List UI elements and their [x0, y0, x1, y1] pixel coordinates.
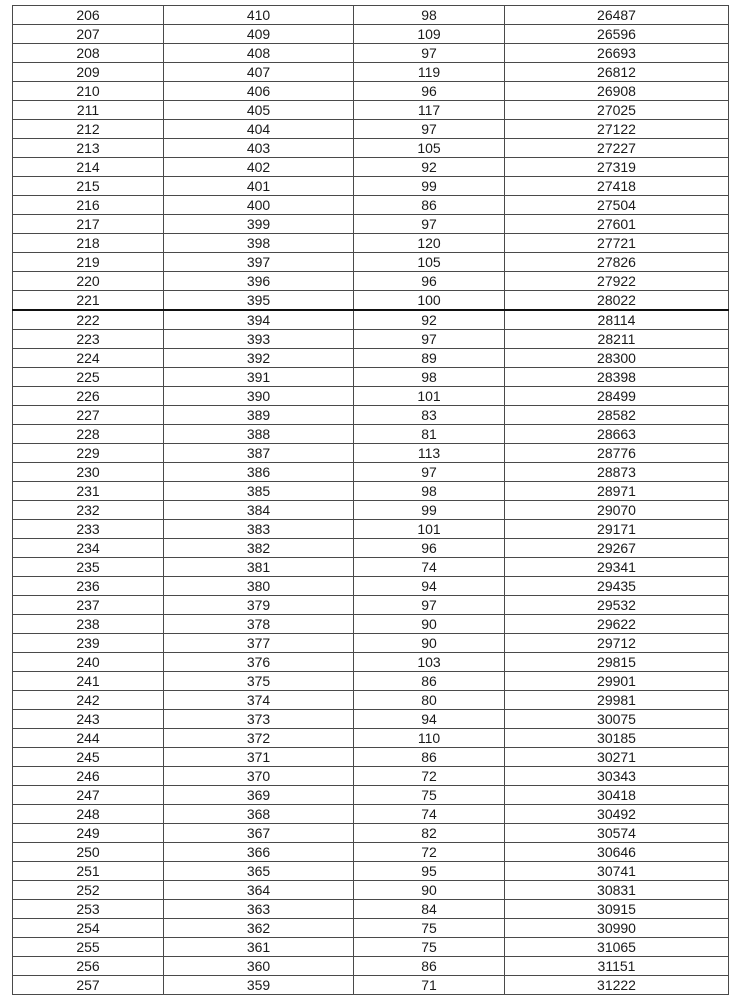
cumulative-cell: 26693: [505, 44, 729, 63]
table-row: [13, 957, 729, 976]
rank-cell: 229: [13, 444, 164, 463]
table-row: [13, 196, 729, 215]
rank-cell: 216: [13, 196, 164, 215]
count-cell: 86: [354, 957, 505, 976]
score-cell: 396: [164, 272, 354, 291]
table-row: [13, 653, 729, 672]
cumulative-cell: 29622: [505, 615, 729, 634]
count-cell: 83: [354, 406, 505, 425]
score-cell: 392: [164, 349, 354, 368]
cumulative-cell: 28776: [505, 444, 729, 463]
count-cell: 98: [354, 482, 505, 501]
table-row: [13, 177, 729, 196]
rank-cell: 219: [13, 253, 164, 272]
score-cell: 366: [164, 843, 354, 862]
rank-cell: 215: [13, 177, 164, 196]
cumulative-cell: 26596: [505, 25, 729, 44]
cumulative-cell: 31065: [505, 938, 729, 957]
table-row: [13, 158, 729, 177]
table-row: [13, 805, 729, 824]
table-row: [13, 862, 729, 881]
table-row: [13, 634, 729, 653]
cumulative-cell: 29981: [505, 691, 729, 710]
score-cell: 404: [164, 120, 354, 139]
rank-cell: 206: [13, 6, 164, 25]
count-cell: 97: [354, 596, 505, 615]
cumulative-cell: 29815: [505, 653, 729, 672]
cumulative-cell: 28582: [505, 406, 729, 425]
score-cell: 369: [164, 786, 354, 805]
count-cell: 105: [354, 139, 505, 158]
cumulative-cell: 30271: [505, 748, 729, 767]
count-cell: 97: [354, 215, 505, 234]
rank-cell: 221: [13, 291, 164, 311]
score-cell: 405: [164, 101, 354, 120]
score-cell: 387: [164, 444, 354, 463]
score-cell: 375: [164, 672, 354, 691]
table-row: [13, 444, 729, 463]
table-row: [13, 272, 729, 291]
cumulative-cell: 27227: [505, 139, 729, 158]
cumulative-cell: 27418: [505, 177, 729, 196]
cumulative-cell: 28663: [505, 425, 729, 444]
score-cell: 368: [164, 805, 354, 824]
score-cell: 394: [164, 310, 354, 330]
rank-cell: 236: [13, 577, 164, 596]
table-row: [13, 482, 729, 501]
score-cell: 381: [164, 558, 354, 577]
cumulative-cell: 30741: [505, 862, 729, 881]
count-cell: 113: [354, 444, 505, 463]
cumulative-cell: 28971: [505, 482, 729, 501]
score-cell: 365: [164, 862, 354, 881]
score-cell: 388: [164, 425, 354, 444]
score-ranking-table: [12, 5, 729, 995]
table-row: [13, 368, 729, 387]
score-cell: 363: [164, 900, 354, 919]
rank-cell: 234: [13, 539, 164, 558]
score-cell: 373: [164, 710, 354, 729]
score-cell: 385: [164, 482, 354, 501]
rank-cell: 245: [13, 748, 164, 767]
cumulative-cell: 30492: [505, 805, 729, 824]
rank-cell: 254: [13, 919, 164, 938]
count-cell: 75: [354, 938, 505, 957]
cumulative-cell: 27025: [505, 101, 729, 120]
score-cell: 383: [164, 520, 354, 539]
rank-cell: 246: [13, 767, 164, 786]
count-cell: 81: [354, 425, 505, 444]
table-row: [13, 6, 729, 25]
score-cell: 367: [164, 824, 354, 843]
table-row: [13, 824, 729, 843]
table-row: [13, 596, 729, 615]
cumulative-cell: 30574: [505, 824, 729, 843]
table-row: [13, 425, 729, 444]
table-row: [13, 672, 729, 691]
rank-cell: 213: [13, 139, 164, 158]
score-cell: 378: [164, 615, 354, 634]
count-cell: 109: [354, 25, 505, 44]
score-cell: 364: [164, 881, 354, 900]
cumulative-cell: 29435: [505, 577, 729, 596]
score-cell: 395: [164, 291, 354, 311]
count-cell: 94: [354, 710, 505, 729]
count-cell: 71: [354, 976, 505, 995]
count-cell: 101: [354, 387, 505, 406]
score-cell: 360: [164, 957, 354, 976]
score-cell: 372: [164, 729, 354, 748]
score-cell: 361: [164, 938, 354, 957]
score-cell: 393: [164, 330, 354, 349]
rank-cell: 241: [13, 672, 164, 691]
rank-cell: 251: [13, 862, 164, 881]
rank-cell: 212: [13, 120, 164, 139]
rank-cell: 250: [13, 843, 164, 862]
rank-cell: 253: [13, 900, 164, 919]
score-cell: 359: [164, 976, 354, 995]
rank-cell: 239: [13, 634, 164, 653]
count-cell: 89: [354, 349, 505, 368]
count-cell: 86: [354, 672, 505, 691]
score-cell: 398: [164, 234, 354, 253]
rank-cell: 242: [13, 691, 164, 710]
cumulative-cell: 27319: [505, 158, 729, 177]
count-cell: 75: [354, 786, 505, 805]
table-row: [13, 577, 729, 596]
rank-cell: 218: [13, 234, 164, 253]
table-row: [13, 520, 729, 539]
score-cell: 403: [164, 139, 354, 158]
rank-cell: 226: [13, 387, 164, 406]
rank-cell: 255: [13, 938, 164, 957]
table-row: [13, 139, 729, 158]
cumulative-cell: 27601: [505, 215, 729, 234]
count-cell: 74: [354, 805, 505, 824]
cumulative-cell: 30343: [505, 767, 729, 786]
count-cell: 82: [354, 824, 505, 843]
score-cell: 408: [164, 44, 354, 63]
table-row: [13, 501, 729, 520]
rank-cell: 247: [13, 786, 164, 805]
table-row: [13, 120, 729, 139]
count-cell: 100: [354, 291, 505, 311]
table-row: [13, 44, 729, 63]
rank-cell: 230: [13, 463, 164, 482]
table-row: [13, 82, 729, 101]
cumulative-cell: 27721: [505, 234, 729, 253]
rank-cell: 222: [13, 310, 164, 330]
table-row: [13, 25, 729, 44]
cumulative-cell: 30075: [505, 710, 729, 729]
rank-cell: 228: [13, 425, 164, 444]
score-cell: 362: [164, 919, 354, 938]
rank-cell: 252: [13, 881, 164, 900]
count-cell: 98: [354, 6, 505, 25]
table-row: [13, 349, 729, 368]
count-cell: 90: [354, 881, 505, 900]
cumulative-cell: 29341: [505, 558, 729, 577]
rank-cell: 209: [13, 63, 164, 82]
cumulative-cell: 28499: [505, 387, 729, 406]
cumulative-cell: 30915: [505, 900, 729, 919]
score-cell: 380: [164, 577, 354, 596]
count-cell: 96: [354, 539, 505, 558]
cumulative-cell: 28022: [505, 291, 729, 311]
table-row: [13, 748, 729, 767]
rank-cell: 257: [13, 976, 164, 995]
rank-cell: 207: [13, 25, 164, 44]
cumulative-cell: 26487: [505, 6, 729, 25]
score-cell: 400: [164, 196, 354, 215]
count-cell: 97: [354, 44, 505, 63]
count-cell: 97: [354, 120, 505, 139]
cumulative-cell: 28873: [505, 463, 729, 482]
cumulative-cell: 31151: [505, 957, 729, 976]
score-cell: 374: [164, 691, 354, 710]
count-cell: 86: [354, 748, 505, 767]
count-cell: 72: [354, 843, 505, 862]
score-cell: 399: [164, 215, 354, 234]
count-cell: 92: [354, 158, 505, 177]
table-row: [13, 786, 729, 805]
cumulative-cell: 27504: [505, 196, 729, 215]
score-cell: 402: [164, 158, 354, 177]
score-cell: 390: [164, 387, 354, 406]
count-cell: 92: [354, 310, 505, 330]
table-row: [13, 406, 729, 425]
score-cell: 377: [164, 634, 354, 653]
count-cell: 101: [354, 520, 505, 539]
table-row: [13, 767, 729, 786]
count-cell: 90: [354, 634, 505, 653]
rank-cell: 217: [13, 215, 164, 234]
count-cell: 97: [354, 330, 505, 349]
rank-cell: 243: [13, 710, 164, 729]
cumulative-cell: 28114: [505, 310, 729, 330]
count-cell: 99: [354, 177, 505, 196]
table-row: [13, 387, 729, 406]
score-cell: 409: [164, 25, 354, 44]
rank-cell: 233: [13, 520, 164, 539]
rank-cell: 238: [13, 615, 164, 634]
rank-cell: 225: [13, 368, 164, 387]
table-row: [13, 843, 729, 862]
rank-cell: 208: [13, 44, 164, 63]
count-cell: 96: [354, 272, 505, 291]
table-row: [13, 976, 729, 995]
cumulative-cell: 27826: [505, 253, 729, 272]
rank-cell: 231: [13, 482, 164, 501]
table-row: [13, 615, 729, 634]
rank-cell: 249: [13, 824, 164, 843]
count-cell: 98: [354, 368, 505, 387]
count-cell: 94: [354, 577, 505, 596]
table-row: [13, 330, 729, 349]
table-row: [13, 539, 729, 558]
count-cell: 120: [354, 234, 505, 253]
cumulative-cell: 30185: [505, 729, 729, 748]
table-row: [13, 101, 729, 120]
cumulative-cell: 29171: [505, 520, 729, 539]
rank-cell: 248: [13, 805, 164, 824]
count-cell: 84: [354, 900, 505, 919]
cumulative-cell: 29532: [505, 596, 729, 615]
table-row: [13, 691, 729, 710]
score-cell: 407: [164, 63, 354, 82]
cumulative-cell: 28398: [505, 368, 729, 387]
cumulative-cell: 29712: [505, 634, 729, 653]
rank-cell: 223: [13, 330, 164, 349]
count-cell: 105: [354, 253, 505, 272]
count-cell: 103: [354, 653, 505, 672]
cumulative-cell: 30646: [505, 843, 729, 862]
table-row: [13, 291, 729, 311]
count-cell: 75: [354, 919, 505, 938]
cumulative-cell: 29267: [505, 539, 729, 558]
count-cell: 96: [354, 82, 505, 101]
cumulative-cell: 28211: [505, 330, 729, 349]
rank-cell: 220: [13, 272, 164, 291]
cumulative-cell: 28300: [505, 349, 729, 368]
cumulative-cell: 30990: [505, 919, 729, 938]
score-cell: 391: [164, 368, 354, 387]
table-row: [13, 63, 729, 82]
count-cell: 80: [354, 691, 505, 710]
rank-cell: 235: [13, 558, 164, 577]
rank-cell: 244: [13, 729, 164, 748]
table-row: [13, 919, 729, 938]
count-cell: 74: [354, 558, 505, 577]
cumulative-cell: 29901: [505, 672, 729, 691]
table-row: [13, 900, 729, 919]
table-row: [13, 253, 729, 272]
cumulative-cell: 27122: [505, 120, 729, 139]
count-cell: 97: [354, 463, 505, 482]
rank-cell: 237: [13, 596, 164, 615]
score-cell: 384: [164, 501, 354, 520]
score-cell: 382: [164, 539, 354, 558]
score-cell: 386: [164, 463, 354, 482]
score-cell: 406: [164, 82, 354, 101]
score-cell: 376: [164, 653, 354, 672]
score-cell: 397: [164, 253, 354, 272]
rank-cell: 211: [13, 101, 164, 120]
rank-cell: 224: [13, 349, 164, 368]
cumulative-cell: 26908: [505, 82, 729, 101]
rank-cell: 232: [13, 501, 164, 520]
score-cell: 410: [164, 6, 354, 25]
rank-cell: 227: [13, 406, 164, 425]
cumulative-cell: 30831: [505, 881, 729, 900]
count-cell: 72: [354, 767, 505, 786]
table-row: [13, 558, 729, 577]
rank-cell: 256: [13, 957, 164, 976]
count-cell: 95: [354, 862, 505, 881]
cumulative-cell: 27922: [505, 272, 729, 291]
cumulative-cell: 26812: [505, 63, 729, 82]
table-row: [13, 463, 729, 482]
rank-cell: 214: [13, 158, 164, 177]
score-cell: 371: [164, 748, 354, 767]
cumulative-cell: 30418: [505, 786, 729, 805]
count-cell: 110: [354, 729, 505, 748]
score-cell: 401: [164, 177, 354, 196]
count-cell: 86: [354, 196, 505, 215]
count-cell: 90: [354, 615, 505, 634]
score-cell: 379: [164, 596, 354, 615]
rank-cell: 210: [13, 82, 164, 101]
table-body: [13, 6, 729, 995]
table-row: [13, 729, 729, 748]
count-cell: 119: [354, 63, 505, 82]
cumulative-cell: 29070: [505, 501, 729, 520]
count-cell: 117: [354, 101, 505, 120]
table-row: [13, 310, 729, 330]
score-cell: 389: [164, 406, 354, 425]
table-row: [13, 710, 729, 729]
rank-cell: 240: [13, 653, 164, 672]
table-row: [13, 938, 729, 957]
score-cell: 370: [164, 767, 354, 786]
cumulative-cell: 31222: [505, 976, 729, 995]
table-row: [13, 215, 729, 234]
count-cell: 99: [354, 501, 505, 520]
table-row: [13, 234, 729, 253]
table-row: [13, 881, 729, 900]
